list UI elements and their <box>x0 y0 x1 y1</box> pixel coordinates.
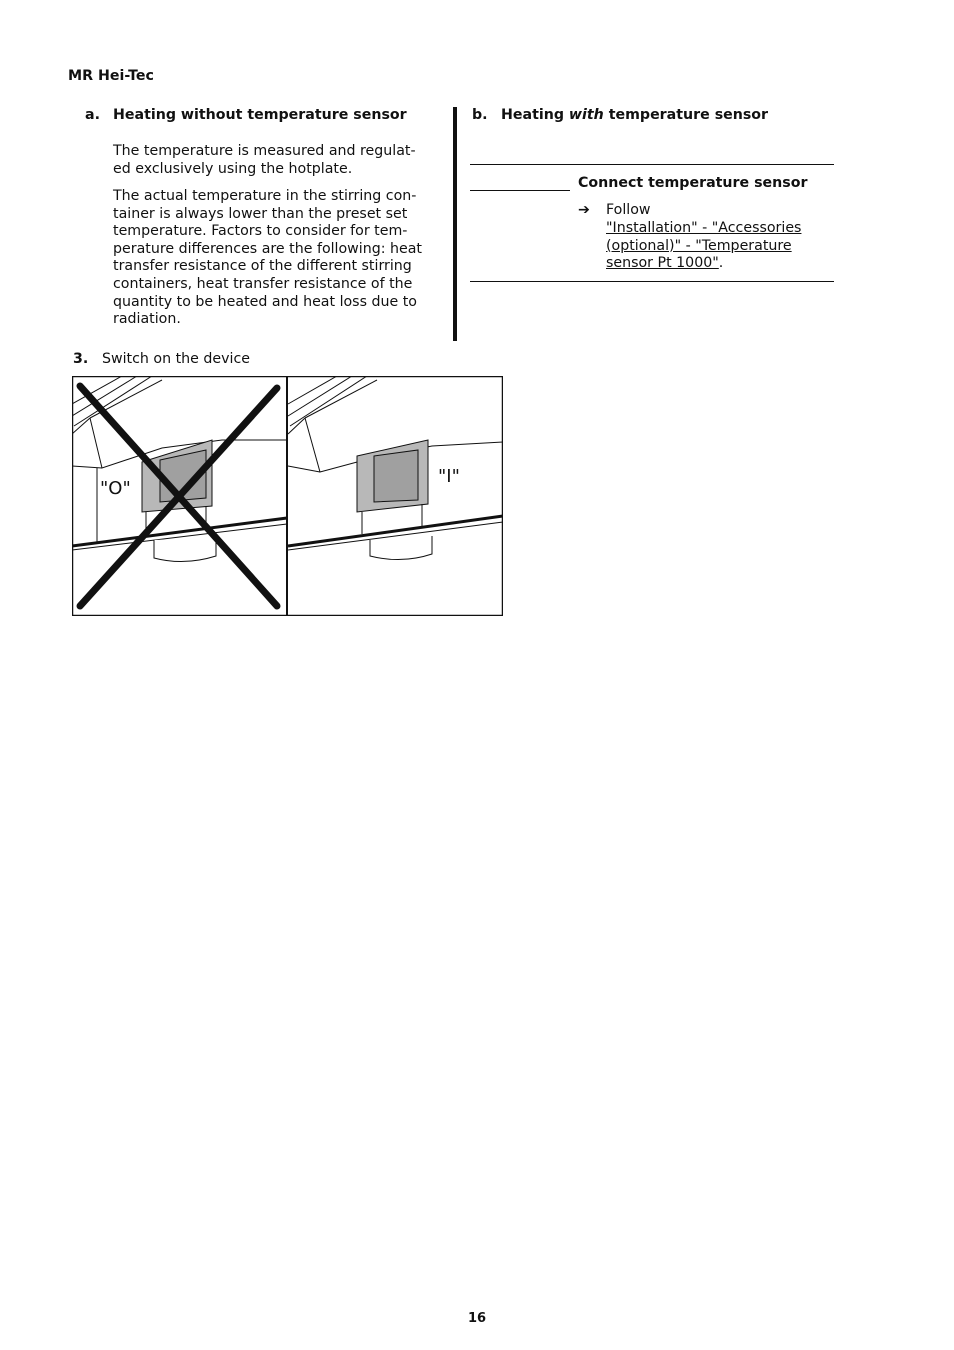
switch-on-label: "I" <box>438 466 460 487</box>
installation-reference-link[interactable]: "Installation" - "Accessories (optional)" - "Temperature sensor Pt 1000" <box>606 220 802 272</box>
page-number: 16 <box>467 1311 487 1326</box>
table-top-rule <box>470 164 834 165</box>
connect-sensor-title: Connect temperature sensor <box>578 175 808 191</box>
table-bottom-rule <box>470 281 834 282</box>
section-a-paragraph-1: The temperature is measured and regulat-ed exclusively using the hotplate. <box>113 143 416 177</box>
section-a-paragraph-2: The actual temperature in the stirring con-tainer is always lower than the preset set temperature. Factors to consider for tem-perature differences are the following: heat transfer resistance of the different stirring containers, heat transfer resistance of the quantity to be heated and heat loss due to radiation. <box>113 188 422 328</box>
table-label-rule <box>470 190 570 191</box>
switch-illustration <box>72 376 503 616</box>
step-3-text: Switch on the device <box>102 351 250 367</box>
follow-text: Follow <box>606 202 651 218</box>
column-divider <box>453 107 457 341</box>
section-b-title-emphasis: with <box>568 107 604 123</box>
document-header-title: MR Hei-Tec <box>68 68 154 84</box>
section-b-title <box>501 107 768 123</box>
arrow-right-icon: ➔ <box>578 202 590 218</box>
section-a-label: a. <box>85 107 100 123</box>
step-3-number: 3. <box>73 351 89 367</box>
switch-off-label: "O" <box>100 478 131 499</box>
section-b-title-suffix: temperature sensor <box>603 107 769 123</box>
section-b-title-prefix: Heating <box>501 107 569 123</box>
installation-reference <box>606 220 821 273</box>
section-b-label: b. <box>472 107 488 123</box>
section-a-title: Heating without temperature sensor <box>113 107 407 123</box>
installation-reference-suffix: . <box>718 255 724 272</box>
